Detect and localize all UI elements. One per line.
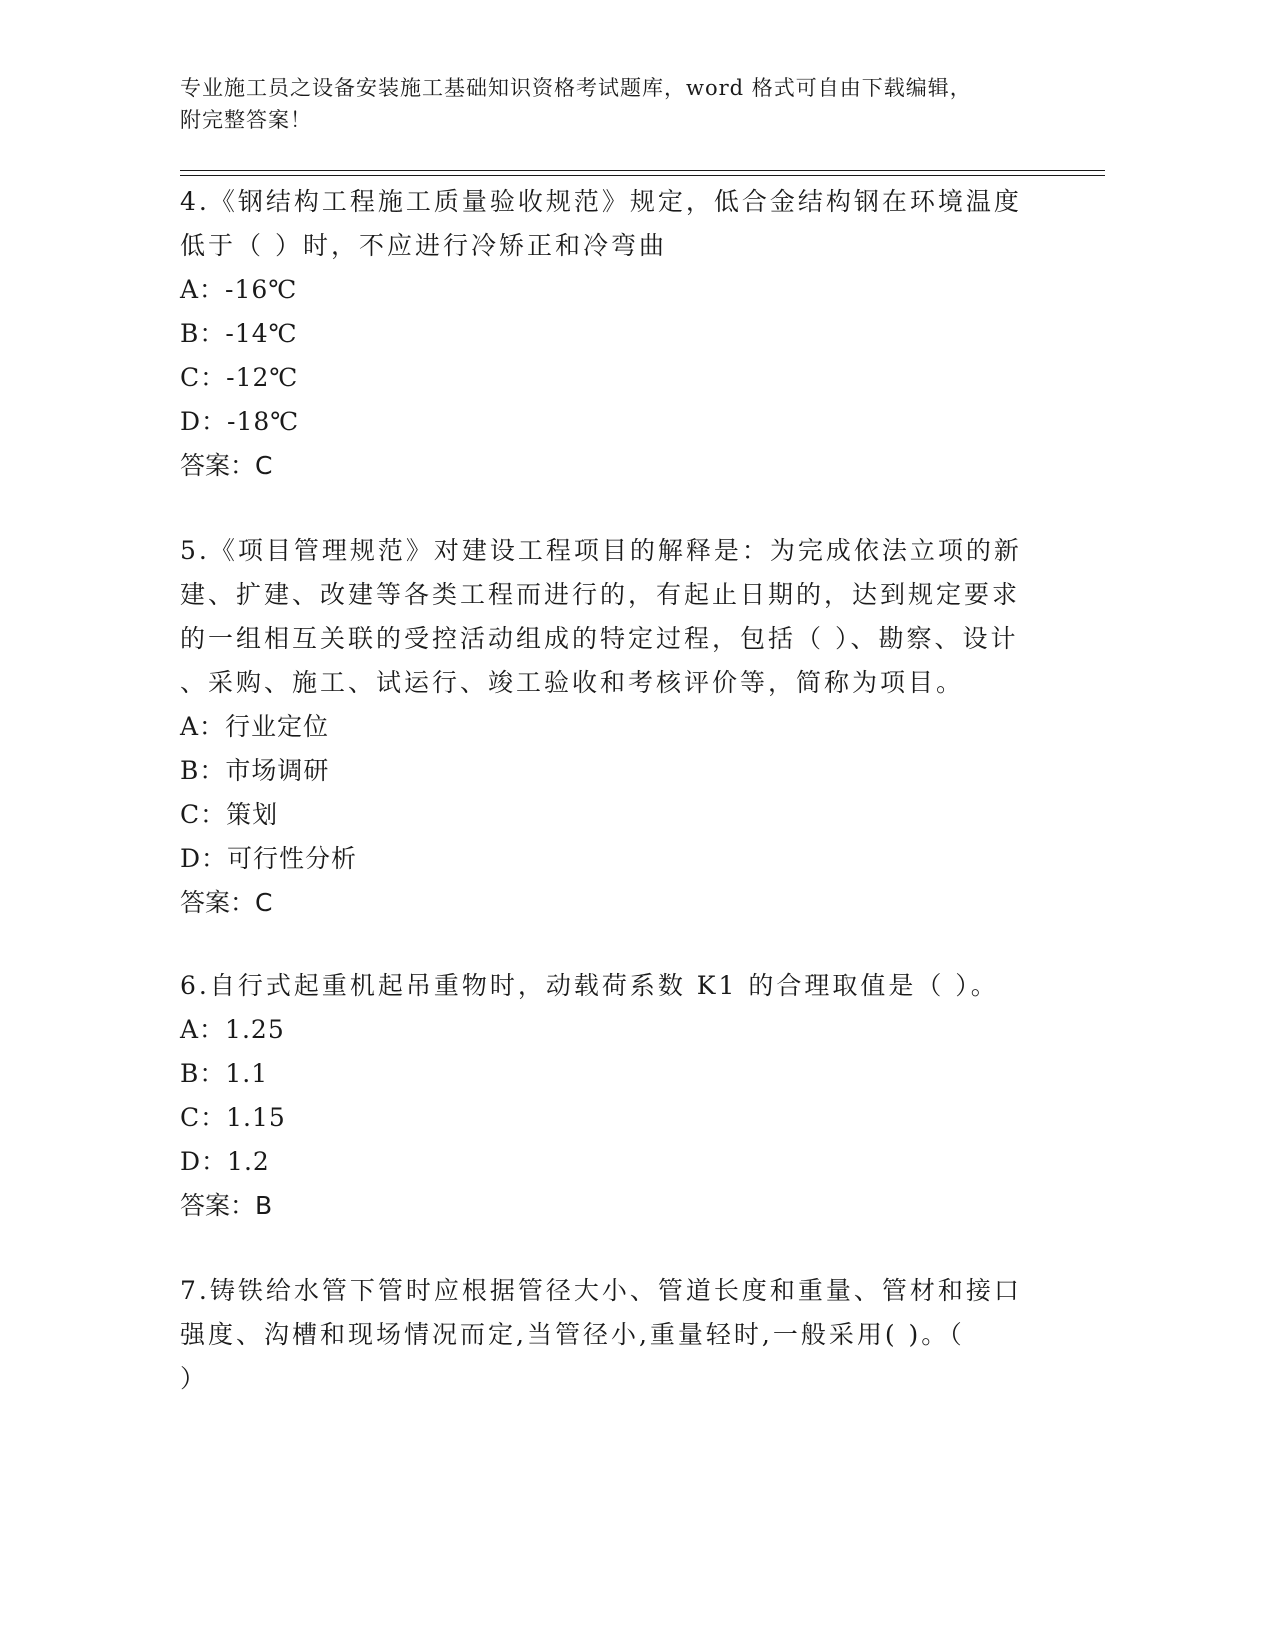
option-a: A：行业定位 [180, 712, 330, 741]
header-divider-bottom [180, 175, 1105, 176]
option-b: B：1.1 [180, 1059, 269, 1088]
question-text-line: ） [180, 1364, 209, 1393]
header-text-line-1: 专业施工员之设备安装施工基础知识资格考试题库，word 格式可自由下载编辑， [180, 76, 972, 100]
header-divider-top [180, 170, 1105, 171]
question-text-line: 5.《项目管理规范》对建设工程项目的解释是：为完成依法立项的新 [180, 536, 1022, 565]
question-6 [180, 964, 1040, 1228]
option-b: B：-14℃ [180, 319, 298, 348]
question-text-line: 的一组相互关联的受控活动组成的特定过程，包括（ ）、勘察、设计 [180, 624, 1019, 653]
option-a: A：-16℃ [180, 275, 298, 304]
option-d: D：-18℃ [180, 407, 300, 436]
question-text-line: 4.《钢结构工程施工质量验收规范》规定，低合金结构钢在环境温度 [180, 187, 1022, 216]
answer-line: 答案：B [180, 1191, 273, 1220]
option-a: A：1.25 [180, 1015, 285, 1044]
answer-line: 答案：C [180, 451, 273, 480]
question-text-line: 建、扩建、改建等各类工程而进行的，有起止日期的，达到规定要求 [180, 580, 1021, 609]
option-d: D：1.2 [180, 1147, 270, 1176]
question-text-line: 7.铸铁给水管下管时应根据管径大小、管道长度和重量、管材和接口 [180, 1276, 1022, 1305]
question-text-line: 、采购、施工、试运行、竣工验收和考核评价等，简称为项目。 [180, 668, 965, 697]
header-text-line-2: 附完整答案！ [180, 108, 312, 132]
option-b: B：市场调研 [180, 756, 330, 785]
question-4 [180, 180, 1040, 488]
option-c: C：-12℃ [180, 363, 299, 392]
question-5 [180, 529, 1040, 925]
answer-line: 答案：C [180, 888, 273, 917]
question-text-line: 低于（ ）时，不应进行冷矫正和冷弯曲 [180, 231, 667, 260]
option-c: C：1.15 [180, 1103, 286, 1132]
question-text-line: 强度、沟槽和现场情况而定,当管径小,重量轻时,一般采用( )。（ [180, 1320, 965, 1349]
document-header [180, 72, 1060, 136]
option-d: D：可行性分析 [180, 844, 358, 873]
question-7 [180, 1269, 1040, 1401]
option-c: C：策划 [180, 800, 279, 829]
question-text-line: 6.自行式起重机起吊重物时，动载荷系数 K1 的合理取值是（ ）。 [180, 971, 999, 1000]
